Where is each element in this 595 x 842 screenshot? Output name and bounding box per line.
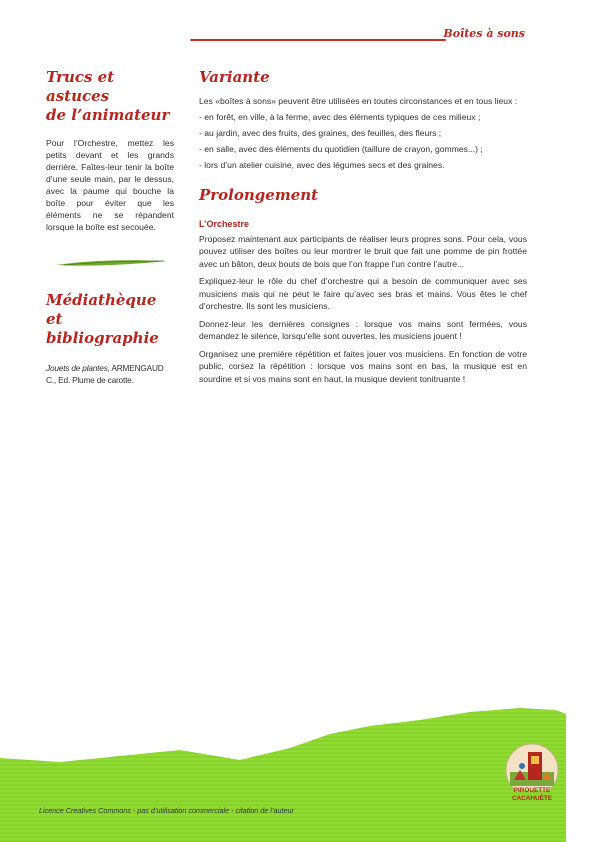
prolongement-title: Prolongement (199, 185, 319, 204)
tips-title-line1: Trucs et astuces (46, 68, 115, 105)
tips-title-line2: de l’animateur (46, 106, 170, 124)
logo-name-line2: CACAHUÈTE (511, 795, 553, 802)
variante-item: - en forêt, en ville, à la ferme, avec des éléments typiques de ces milieux ; (199, 112, 481, 122)
bibliography-details: , ARMENGAUD C., Ed. Plume de carotte. (46, 363, 164, 385)
bibliography-entry (46, 362, 174, 386)
header-title: Boîtes à sons (443, 27, 525, 40)
variante-title: Variante (199, 68, 270, 86)
leaf-divider-icon (56, 255, 168, 271)
prolongement-subtitle: L’Orchestre (199, 218, 250, 229)
licence-text: Licence Creatives Commons - pas d’utilisation commerciale - citation de l’auteur (39, 806, 294, 815)
left-column (46, 68, 174, 386)
variante-item: - au jardin, avec des fruits, des graines, des feuilles, des fleurs ; (199, 128, 442, 138)
right-column (199, 68, 527, 390)
variante-item: - en salle, avec des éléments du quotidien (taillure de crayon, gommes...) ; (199, 144, 483, 154)
prolongement-body (199, 233, 527, 386)
media-title-line1: Médiathèque et (46, 291, 157, 328)
prolongement-paragraph: Proposez maintenant aux participants de réaliser leurs propres sons. Pour cela, vous pouvez utiliser des boîtes ou leur montrer le bruit que fait une pomme de pin frottée avec un bâton, deux bouts de bois que l’on frappe l’un contre l’autre... (199, 233, 527, 269)
pirouette-cacahuete-logo (500, 742, 564, 790)
tips-title (46, 68, 174, 125)
logo-name-line1: PIROUETTE (513, 787, 551, 794)
media-title (46, 291, 174, 348)
variante-item: - lors d’un atelier cuisine, avec des légumes secs et des graines. (199, 160, 445, 170)
prolongement-paragraph: Organisez une première répétition et faites jouer vos musiciens. En fonction de votre public, corsez la répétition : lorsque vos mains sont en bas, la musique est en sourdine et si vos mains sont en haut, la musique devient tonitruante ! (199, 348, 527, 384)
header-rule (190, 39, 446, 41)
variante-body (199, 95, 527, 172)
media-title-line2: bibliographie (46, 329, 159, 347)
variante-intro: Les «boîtes à sons» peuvent être utilisées en toutes circonstances et en tous lieux : (199, 96, 518, 106)
bibliography-book-title: Jouets de plantes (46, 363, 108, 373)
prolongement-paragraph: Donnez-leur les dernières consignes : lorsque vos mains sont fermées, vous demandez le silence, lorsqu’elle sont ouvertes, les musiciens jouent ! (199, 318, 527, 341)
prolongement-paragraph: Expliquez-leur le rôle du chef d’orchestre qui a besoin de communiquer avec ses musiciens mais qui ne peut le faire qu’avec ses bras et mains. Vous êtes le chef d’orchestre. Ils sont les musiciens. (199, 276, 527, 311)
tips-body: Pour l’Orchestre, mettez les petits devant et les grands derrière. Faîtes-leur tenir la boîte d’une seule main, par le dessus, avec la paume qui bouche la boîte pour éviter que les éléments ne se répandent lorsque la boîte est secouée. (46, 138, 174, 232)
